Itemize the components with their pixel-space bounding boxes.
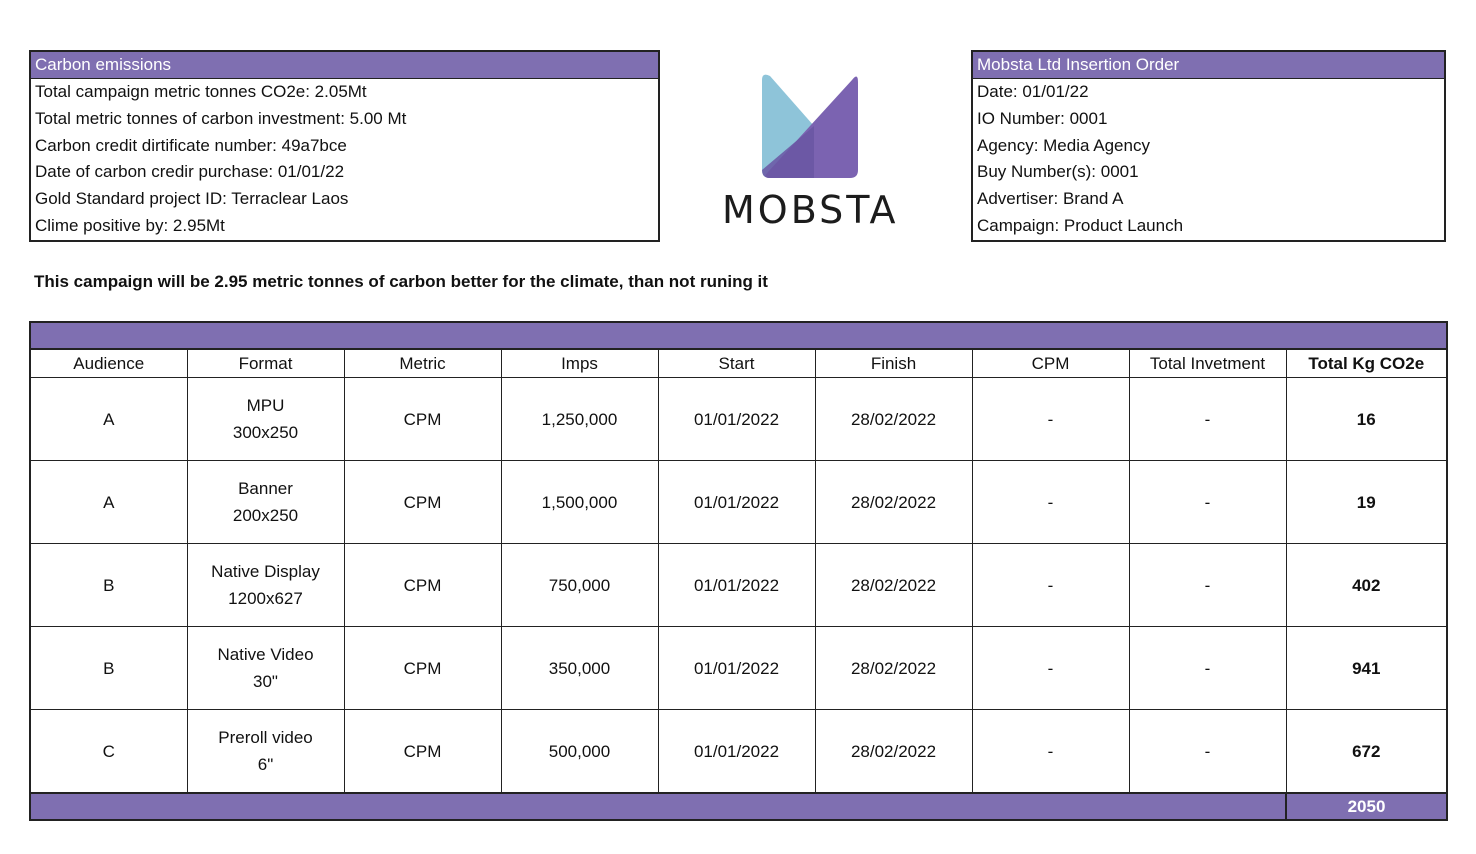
mobsta-logo-text: MOBSTA bbox=[722, 188, 899, 232]
carbon-line-total-co2e: Total campaign metric tonnes CO2e: 2.05Mt bbox=[35, 82, 367, 101]
carbon-line-positive: Clime positive by: 2.95Mt bbox=[35, 215, 225, 235]
io-line-agency: Agency: Media Agency bbox=[977, 135, 1150, 155]
header-finish: Finish bbox=[815, 349, 972, 378]
cell-finish: 28/02/2022 bbox=[815, 627, 972, 710]
carbon-emissions-title: Carbon emissions bbox=[31, 52, 658, 79]
cell-cpm: - bbox=[972, 378, 1129, 461]
cell-cpm: - bbox=[972, 544, 1129, 627]
cell-start: 01/01/2022 bbox=[658, 710, 815, 794]
carbon-line-project-id: Gold Standard project ID: Terraclear Laos bbox=[35, 189, 349, 209]
header-cpm: CPM bbox=[972, 349, 1129, 378]
header-start: Start bbox=[658, 349, 815, 378]
format-size: 1200x627 bbox=[228, 589, 303, 608]
insertion-order-title: Mobsta Ltd Insertion Order bbox=[973, 52, 1444, 79]
cell-start: 01/01/2022 bbox=[658, 544, 815, 627]
cell-finish: 28/02/2022 bbox=[815, 461, 972, 544]
cell-imps: 500,000 bbox=[501, 710, 658, 794]
cell-imps: 1,250,000 bbox=[501, 378, 658, 461]
header-imps: Imps bbox=[501, 349, 658, 378]
table-row bbox=[30, 544, 1447, 627]
header-total-investment: Total Invetment bbox=[1129, 349, 1286, 378]
cell-cpm: - bbox=[972, 627, 1129, 710]
format-name: Native Display bbox=[211, 562, 320, 581]
table-header-row bbox=[30, 349, 1447, 378]
cell-audience: A bbox=[30, 461, 187, 544]
cell-co2e: 19 bbox=[1286, 461, 1447, 544]
table-row bbox=[30, 627, 1447, 710]
cell-metric: CPM bbox=[344, 378, 501, 461]
cell-finish: 28/02/2022 bbox=[815, 378, 972, 461]
cell-start: 01/01/2022 bbox=[658, 627, 815, 710]
footer-band bbox=[30, 793, 1286, 820]
cell-format bbox=[187, 627, 344, 710]
header-format: Format bbox=[187, 349, 344, 378]
campaign-table bbox=[29, 321, 1446, 821]
format-size: 6" bbox=[257, 755, 274, 774]
table-row bbox=[30, 461, 1447, 544]
cell-metric: CPM bbox=[344, 461, 501, 544]
format-size: 200x250 bbox=[232, 506, 299, 525]
io-line-buy-number: Buy Number(s): 0001 bbox=[977, 162, 1139, 182]
cell-start: 01/01/2022 bbox=[658, 378, 815, 461]
table-top-band bbox=[30, 322, 1447, 349]
cell-co2e: 402 bbox=[1286, 544, 1447, 627]
cell-investment: - bbox=[1129, 461, 1286, 544]
cell-metric: CPM bbox=[344, 544, 501, 627]
header-total-co2e: Total Kg CO2e bbox=[1286, 349, 1447, 378]
insertion-order-box bbox=[971, 50, 1446, 242]
format-name: Preroll video bbox=[218, 728, 313, 747]
table-footer-row bbox=[30, 793, 1447, 820]
cell-investment: - bbox=[1129, 378, 1286, 461]
carbon-emissions-box bbox=[29, 50, 660, 242]
format-size: 30" bbox=[253, 672, 278, 691]
cell-audience: B bbox=[30, 627, 187, 710]
campaign-statement: This campaign will be 2.95 metric tonnes of carbon better for the climate, than not runing it bbox=[34, 272, 768, 291]
cell-audience: B bbox=[30, 544, 187, 627]
cell-format bbox=[187, 378, 344, 461]
cell-investment: - bbox=[1129, 627, 1286, 710]
cell-audience: C bbox=[30, 710, 187, 794]
cell-format bbox=[187, 710, 344, 794]
cell-investment: - bbox=[1129, 710, 1286, 794]
cell-start: 01/01/2022 bbox=[658, 461, 815, 544]
carbon-line-investment: Total metric tonnes of carbon investment: 5.00 Mt bbox=[35, 108, 407, 128]
io-line-advertiser: Advertiser: Brand A bbox=[977, 189, 1124, 209]
format-name: Banner bbox=[238, 479, 293, 498]
table-row bbox=[30, 378, 1447, 461]
cell-finish: 28/02/2022 bbox=[815, 544, 972, 627]
io-line-campaign: Campaign: Product Launch bbox=[977, 215, 1184, 235]
format-size: 300x250 bbox=[232, 423, 299, 442]
cell-cpm: - bbox=[972, 710, 1129, 794]
cell-audience: A bbox=[30, 378, 187, 461]
cell-format bbox=[187, 461, 344, 544]
cell-metric: CPM bbox=[344, 710, 501, 794]
cell-imps: 350,000 bbox=[501, 627, 658, 710]
cell-finish: 28/02/2022 bbox=[815, 710, 972, 794]
table-row bbox=[30, 710, 1447, 794]
total-co2e: 2050 bbox=[1286, 793, 1447, 820]
header-metric: Metric bbox=[344, 349, 501, 378]
cell-metric: CPM bbox=[344, 627, 501, 710]
cell-imps: 750,000 bbox=[501, 544, 658, 627]
cell-format bbox=[187, 544, 344, 627]
io-line-date: Date: 01/01/22 bbox=[977, 82, 1089, 101]
format-name: MPU bbox=[246, 396, 285, 415]
carbon-line-purchase-date: Date of carbon credir purchase: 01/01/22 bbox=[35, 162, 345, 182]
cell-co2e: 16 bbox=[1286, 378, 1447, 461]
cell-co2e: 941 bbox=[1286, 627, 1447, 710]
format-name: Native Video bbox=[217, 645, 314, 664]
header-audience: Audience bbox=[30, 349, 187, 378]
cell-co2e: 672 bbox=[1286, 710, 1447, 794]
cell-cpm: - bbox=[972, 461, 1129, 544]
cell-imps: 1,500,000 bbox=[501, 461, 658, 544]
io-line-number: IO Number: 0001 bbox=[977, 108, 1108, 128]
cell-investment: - bbox=[1129, 544, 1286, 627]
carbon-line-certificate: Carbon credit dirtificate number: 49a7bce bbox=[35, 135, 347, 155]
